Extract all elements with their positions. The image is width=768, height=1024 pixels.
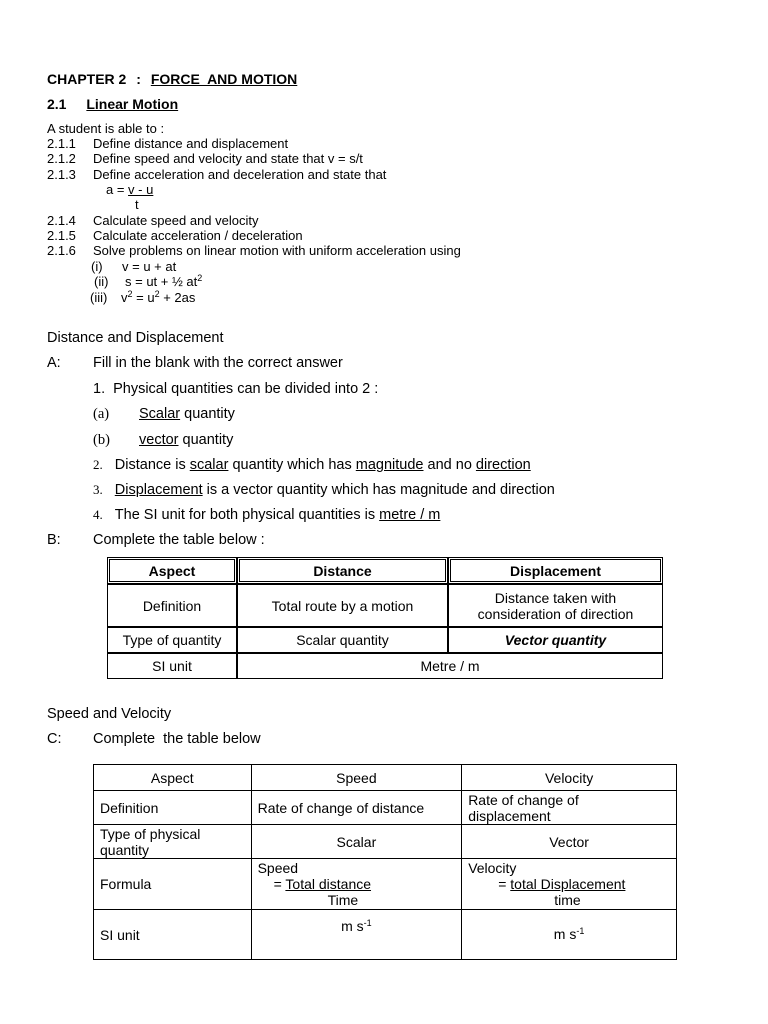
table-header: Aspect [107, 557, 237, 584]
acceleration-formula: a = v - u [106, 182, 154, 197]
question-1a: (a) Scalar quantity [93, 406, 235, 422]
table-cell: Definition [94, 791, 252, 825]
distance-displacement-table [107, 557, 663, 679]
objective-item: 2.1.4 Calculate speed and velocity [47, 213, 259, 228]
table-cell: Rate of change of displacement [462, 791, 677, 825]
equation-1: (i) v = u + at [91, 259, 177, 274]
table-cell: Type of quantity [107, 627, 237, 653]
table-row [107, 653, 663, 679]
table-cell: Definition [107, 584, 237, 627]
part-c-label: C: [47, 731, 62, 747]
table-cell: Velocity = total Displacement time [462, 859, 677, 910]
table-header: Velocity [462, 765, 677, 791]
table-cell: SI unit [94, 910, 252, 960]
table-row [94, 825, 677, 859]
part-b-label: B: [47, 532, 61, 548]
table-header: Displacement [448, 557, 663, 584]
section-number: 2.1 [47, 96, 67, 112]
objective-item: 2.1.3 Define acceleration and deceleration and state that [47, 167, 387, 182]
intro-text: A student is able to : [47, 121, 165, 136]
chapter-separator: : [136, 71, 141, 87]
table-cell: Rate of change of distance [251, 791, 462, 825]
table-cell: SI unit [107, 653, 237, 679]
question-2: 2. Distance is scalar quantity which has magnitude and no direction [93, 457, 531, 473]
objective-item: 2.1.6 Solve problems on linear motion with uniform acceleration using [47, 243, 461, 258]
table-header: Aspect [94, 765, 252, 791]
table-cell: Scalar quantity [237, 627, 448, 653]
table-header: Distance [237, 557, 448, 584]
part-c-instruction: Complete the table below [93, 731, 261, 747]
equation-3: (iii) $v^2 = u^2 + 2as$ [90, 289, 196, 305]
objective-item: 2.1.2 Define speed and velocity and state that v = s/t [47, 151, 363, 166]
part-a-instruction: Fill in the blank with the correct answer [93, 355, 343, 371]
table-cell: Formula [94, 859, 252, 910]
table-cell: Scalar [251, 825, 462, 859]
table-cell: Speed = Total distance Time [251, 859, 462, 910]
table-row [107, 584, 663, 627]
table-cell: Total route by a motion [237, 584, 448, 627]
speed-velocity-table [93, 764, 677, 960]
table-header-row [107, 557, 663, 584]
chapter-heading [47, 71, 297, 87]
table-row [94, 910, 677, 960]
table-cell: m $s^{-1}$ [462, 910, 677, 960]
section-heading [47, 96, 178, 112]
table-cell: Metre / m [237, 653, 663, 679]
part-b-instruction: Complete the table below : [93, 532, 265, 548]
objective-item: 2.1.1 Define distance and displacement [47, 136, 289, 151]
distance-displacement-heading: Distance and Displacement [47, 330, 224, 346]
question-3: 3. Displacement is a vector quantity which has magnitude and direction [93, 482, 555, 498]
table-row [107, 627, 663, 653]
table-cell: Vector [462, 825, 677, 859]
acceleration-denominator: t [135, 197, 139, 212]
part-a-label: A: [47, 355, 61, 371]
chapter-title: FORCE AND MOTION [150, 71, 298, 87]
objective-item: 2.1.5 Calculate acceleration / deceleration [47, 228, 303, 243]
question-1: 1. Physical quantities can be divided into 2 : [93, 381, 379, 397]
table-row [94, 791, 677, 825]
chapter-number: CHAPTER 2 [47, 71, 127, 87]
table-cell: m $s^{-1}$ [251, 910, 462, 960]
question-1b: (b) vector quantity [93, 432, 234, 448]
equation-2: (ii) s = ut + ½ $at^2$ [94, 273, 203, 289]
speed-velocity-heading: Speed and Velocity [47, 706, 172, 722]
table-header: Speed [251, 765, 462, 791]
question-4: 4. The SI unit for both physical quantities is metre / m [93, 507, 441, 523]
table-cell: Type of physical quantity [94, 825, 252, 859]
table-cell: Distance taken with consideration of direction [448, 584, 663, 627]
table-row [94, 859, 677, 910]
table-header-row [94, 765, 677, 791]
section-title: Linear Motion [86, 96, 179, 112]
table-cell: Vector quantity [448, 627, 663, 653]
